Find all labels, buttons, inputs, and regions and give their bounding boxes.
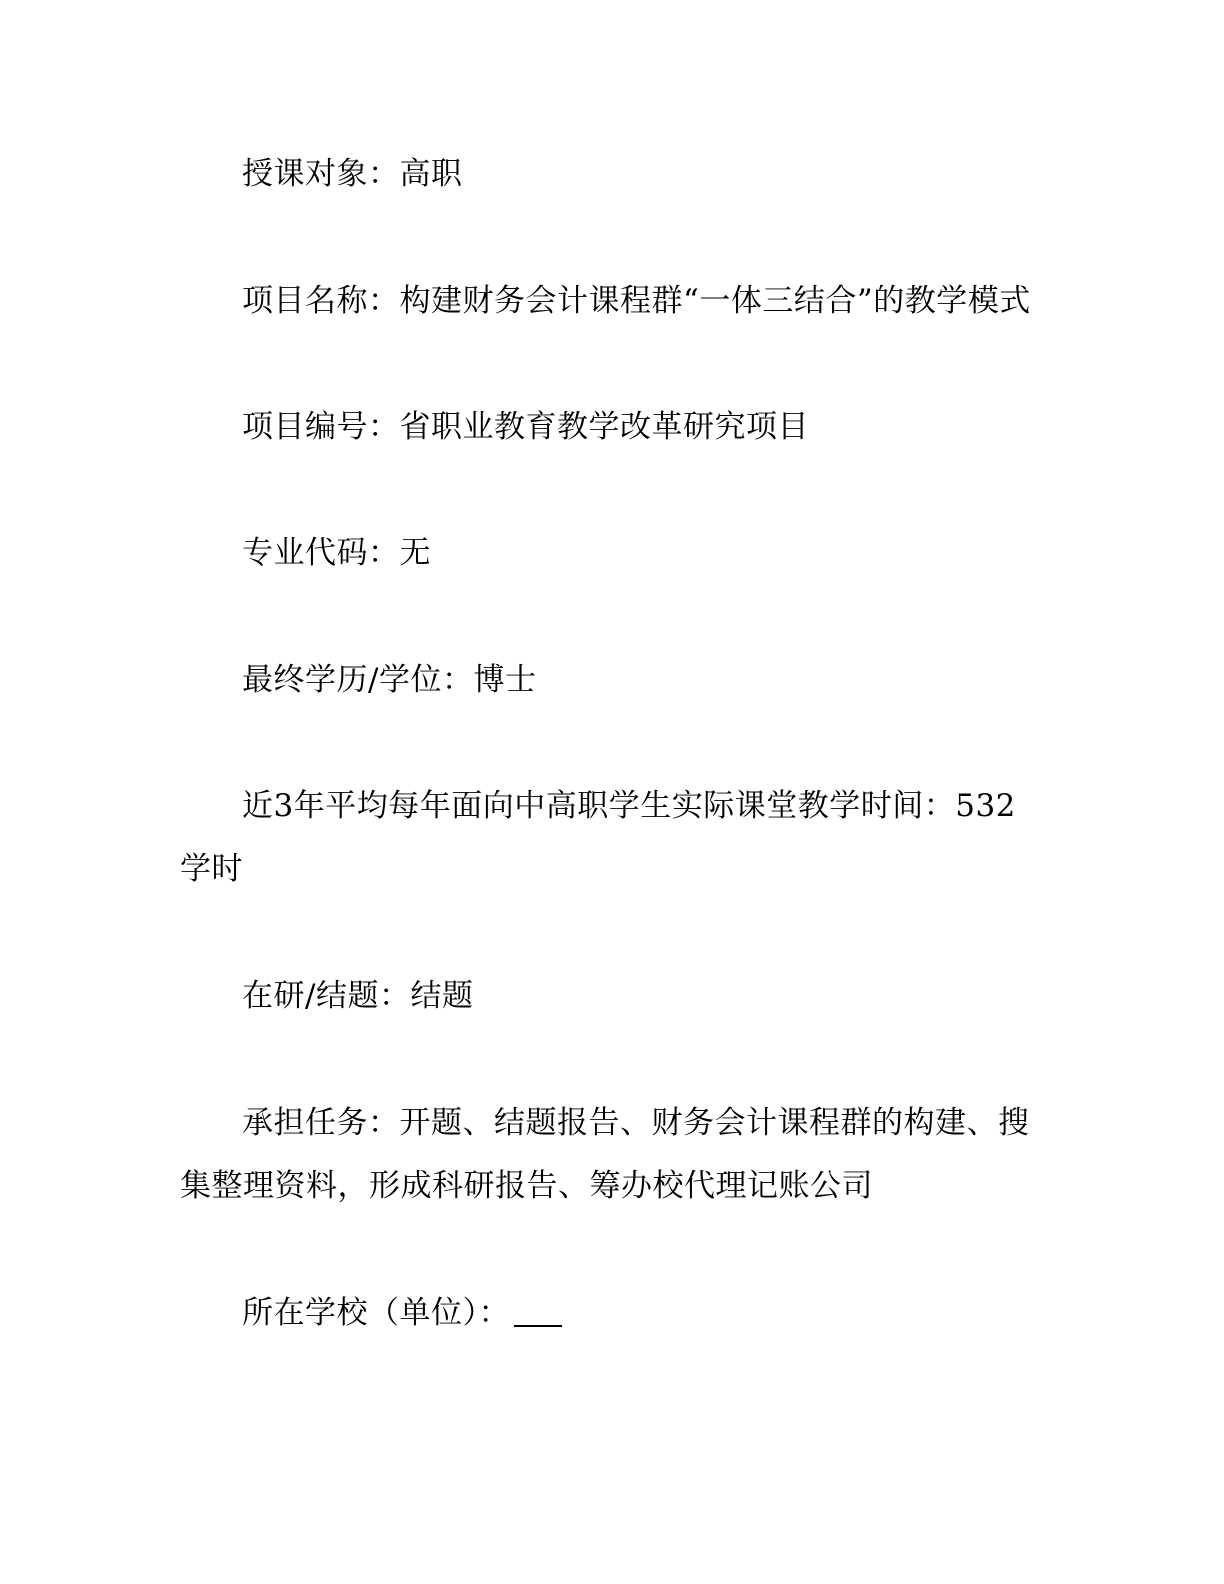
paragraph-degree — [180, 649, 1040, 712]
paragraph-text: 专业代码：无 — [242, 535, 431, 571]
paragraph-teaching-target — [180, 143, 1040, 206]
paragraph-text: 近3年平均每年面向中高职学生实际课堂教学时间：532学时 — [180, 788, 1016, 887]
paragraph-text: 承担任务：开题、结题报告、财务会计课程群的构建、搜集整理资料，形成科研报告、筹办校代理记账公司 — [180, 1105, 1030, 1204]
paragraph-project-number — [180, 396, 1040, 459]
blank-underline — [514, 1295, 562, 1327]
paragraph-text: 所在学校（单位）： — [242, 1295, 510, 1331]
paragraph-text: 项目名称：构建财务会计课程群“一体三结合”的教学模式 — [242, 283, 1031, 319]
paragraph-school — [180, 1282, 1040, 1345]
paragraph-tasks — [180, 1092, 1040, 1218]
paragraph-teaching-hours — [180, 775, 1040, 901]
paragraph-text: 授课对象：高职 — [242, 156, 463, 192]
paragraph-major-code — [180, 522, 1040, 585]
paragraph-text: 在研/结题：结题 — [242, 978, 474, 1014]
paragraph-project-name — [180, 270, 1040, 333]
paragraph-text: 最终学历/学位：博士 — [242, 662, 537, 698]
paragraph-project-status — [180, 965, 1040, 1028]
paragraph-text: 项目编号：省职业教育教学改革研究项目 — [242, 409, 809, 445]
